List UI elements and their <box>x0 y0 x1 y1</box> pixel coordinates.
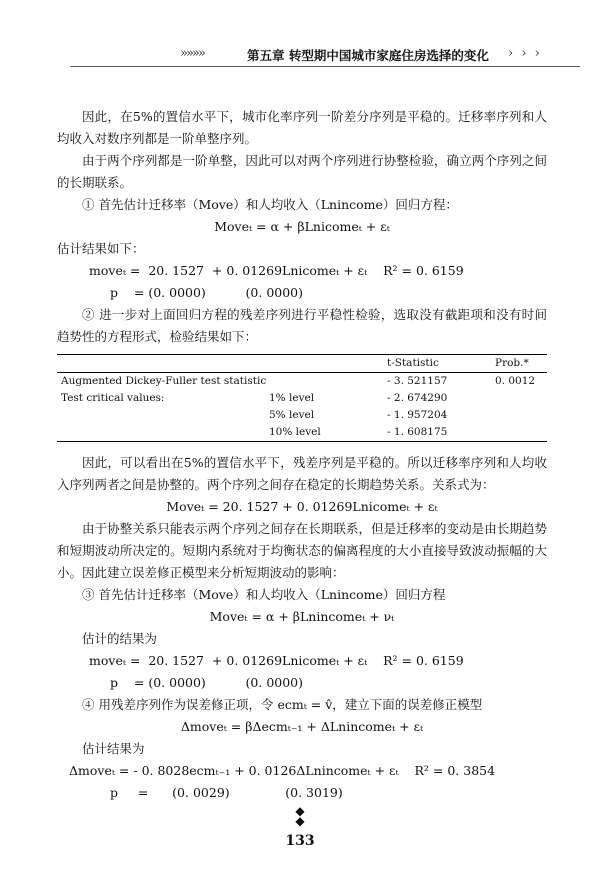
chapter-title: 第五章 转型期中国城市家庭住房选择的变化 <box>247 48 489 63</box>
table-cell: Augmented Dickey-Fuller test statistic <box>61 375 267 387</box>
header-rule <box>70 66 580 67</box>
equation-pvalues: p = (0. 0000) (0. 0000) <box>110 285 304 300</box>
table-cell: 10% level <box>269 426 321 438</box>
table-row <box>57 373 547 391</box>
paragraph: 估计结果为 <box>82 741 145 756</box>
table-header-row <box>57 355 547 373</box>
running-header <box>0 44 600 64</box>
paragraph: ② 进一步对上面回归方程的残差序列进行平稳性检验，选取没有截距项和没有时间趋势性的方程形式，检验结果如下： <box>57 307 547 344</box>
table-cell <box>491 390 547 407</box>
header-chevron-decoration-left: »»»» <box>180 46 204 61</box>
footer-diamond-ornament <box>0 806 600 826</box>
table-cell: 0. 0012 <box>495 375 536 387</box>
diamond-icon: ◆ <box>295 814 305 828</box>
table-cell: Test critical values: <box>61 392 165 404</box>
table-cell <box>491 407 547 424</box>
paragraph: 估计结果如下： <box>57 241 145 256</box>
table-cell: - 1. 608175 <box>387 426 448 438</box>
header-chevron-decoration-right: › › › <box>508 46 542 61</box>
table-cell <box>57 407 265 424</box>
table-header-cell: t-Statistic <box>387 357 439 369</box>
table-row <box>57 407 547 424</box>
paragraph: 因此，可以看出在5%的置信水平下，残差序列是平稳的。所以迁移率序列和人均收入序列两者之间是协整的。两个序列之间存在稳定的长期趋势关系。关系式为： <box>57 455 547 492</box>
page-number: 133 <box>285 833 315 849</box>
equation: Moveₜ = α + βLnicomeₜ + εₜ <box>214 219 390 234</box>
table-cell: 1% level <box>269 392 315 404</box>
adf-test-table <box>57 354 547 442</box>
paragraph: 由于协整关系只能表示两个序列之间存在长期联系，但是迁移率的变动是由长期趋势和短期波动所决定的。短期内系统对于均衡状态的偏离程度的大小直接导致波动振幅的大小。因此建立误差修正模型来分析短期波动的影响： <box>57 521 547 580</box>
paragraph: ④ 用残差序列作为误差修正项，令 ecmₜ = v̂，建立下面的误差修正模型 <box>82 697 483 712</box>
paragraph: ① 首先估计迁移率（Move）和人均收入（Lnincome）回归方程： <box>82 197 458 212</box>
equation-pvalues: p = (0. 0029) (0. 3019) <box>110 785 343 800</box>
equation-estimate: moveₜ = 20. 1527 + 0. 01269Lnicomeₜ + εₜ R² = 0. 6159 <box>89 263 464 278</box>
table-cell: - 3. 521157 <box>387 375 448 387</box>
table-row <box>57 390 547 407</box>
equation-estimate: Δmoveₜ = - 0. 8028ecmₜ₋₁ + 0. 0126ΔLnincomeₜ + εₜ R² = 0. 3854 <box>69 763 496 778</box>
table-header-cell: Prob.* <box>495 357 529 369</box>
table-cell <box>57 424 265 442</box>
equation-estimate: moveₜ = 20. 1527 + 0. 01269Lnicomeₜ + εₜ R² = 0. 6159 <box>89 653 464 668</box>
table-cell: 5% level <box>269 409 315 421</box>
paragraph: 估计的结果为 <box>82 631 158 646</box>
table-cell <box>265 355 383 373</box>
page-body <box>57 106 547 804</box>
table-cell <box>57 355 265 373</box>
paragraph: 由于两个序列都是一阶单整，因此可以对两个序列进行协整检验，确立两个序列之间的长期联系。 <box>57 153 547 190</box>
equation-pvalues: p = (0. 0000) (0. 0000) <box>110 675 304 690</box>
table-row <box>57 424 547 442</box>
paragraph: ③ 首先估计迁移率（Move）和人均收入（Lnincome）回归方程 <box>82 587 446 602</box>
table-cell: - 1. 957204 <box>387 409 448 421</box>
equation: Moveₜ = α + βLnincomeₜ + νₜ <box>209 609 395 624</box>
equation: Δmoveₜ = βΔecmₜ₋₁ + ΔLnincomeₜ + εₜ <box>180 719 424 734</box>
table-cell <box>491 424 547 442</box>
equation: Moveₜ = 20. 1527 + 0. 01269Lnicomeₜ + εₜ <box>166 499 438 514</box>
table-cell: - 2. 674290 <box>387 392 448 404</box>
paragraph: 因此，在5%的置信水平下，城市化率序列一阶差分序列是平稳的。迁移率序列和人均收入对数序列都是一阶单整序列。 <box>57 109 547 146</box>
diamond-icon: ◆ <box>295 804 305 818</box>
